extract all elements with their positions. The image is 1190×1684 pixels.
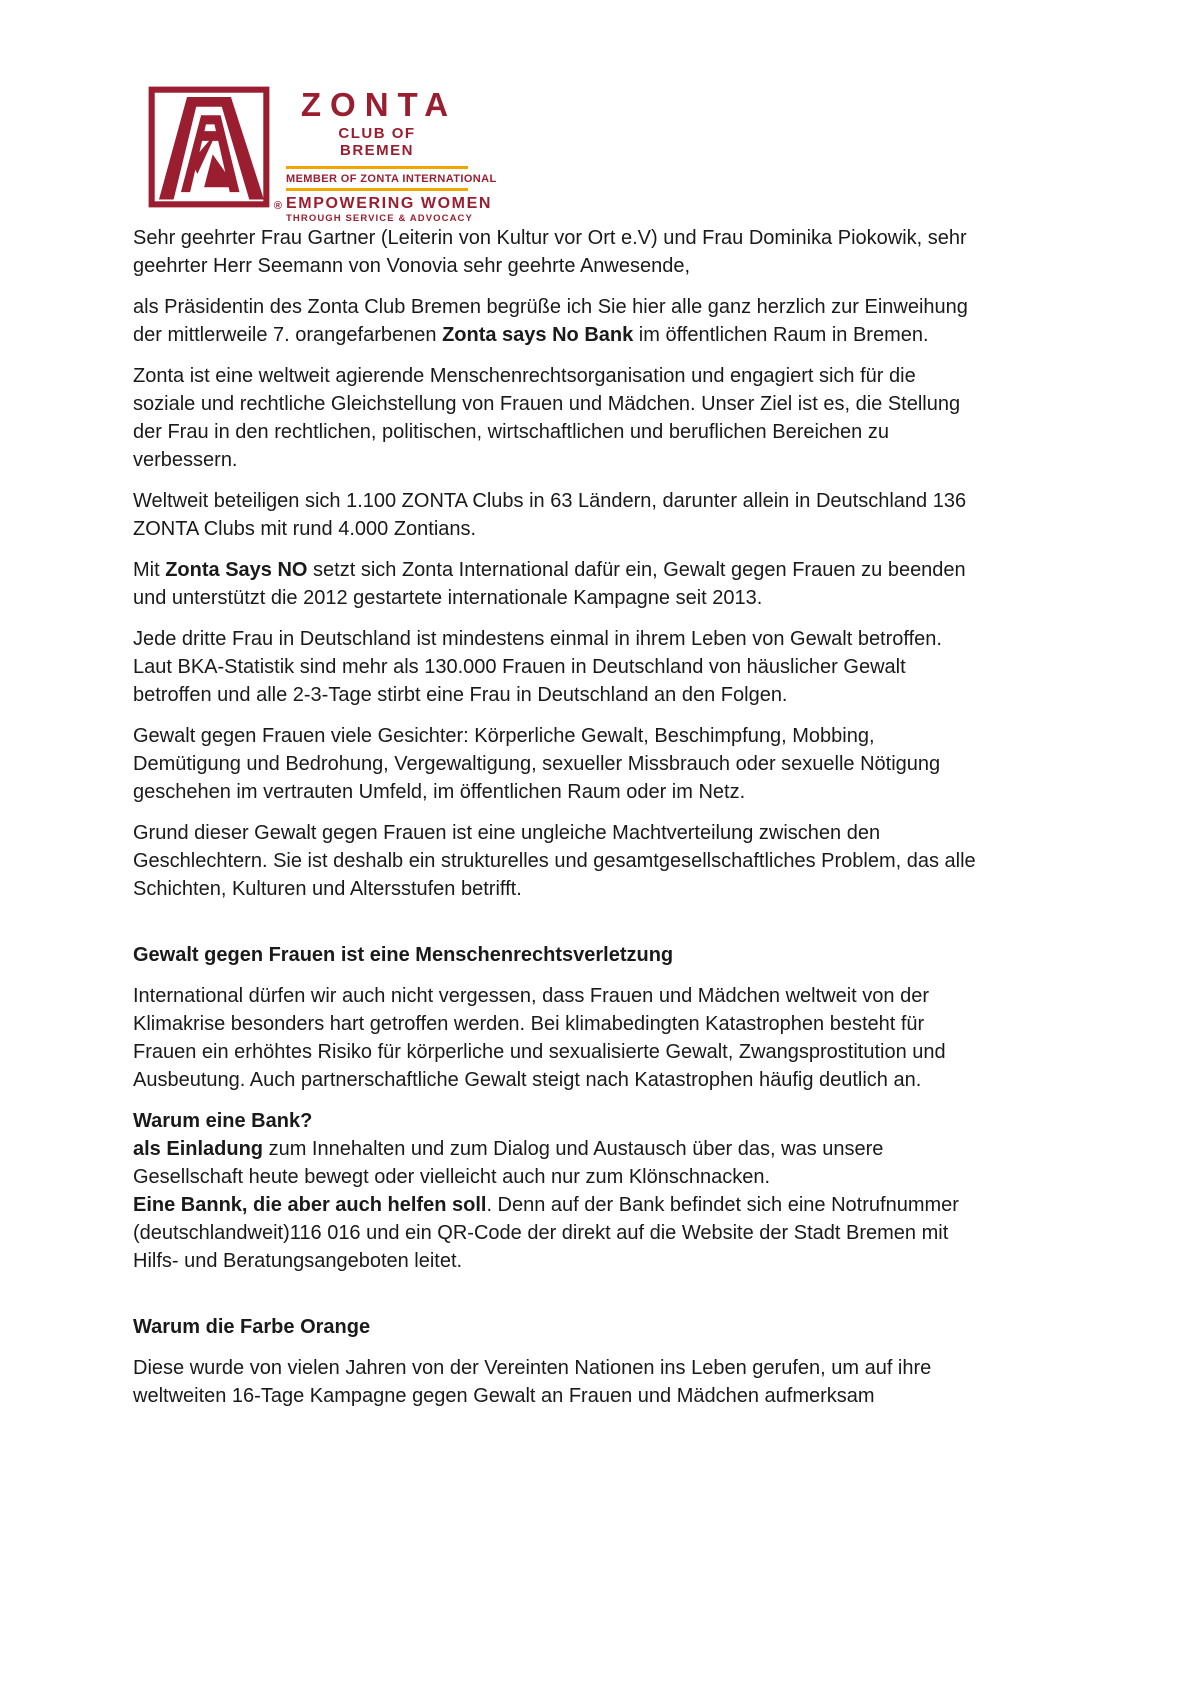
bold-text-run: Zonta Says NO <box>165 559 308 581</box>
text-run: setzt sich Zonta International dafür ein, Gewalt gegen Frauen zu beenden und unterstützt die 2012 gestartete internationale Kampagne seit 2013. <box>133 559 966 609</box>
gold-divider <box>286 166 468 169</box>
bold-text-run: Zonta says No Bank <box>442 324 634 346</box>
logo-club-of: CLUB OF <box>338 125 416 142</box>
registered-trademark: ® <box>273 200 282 212</box>
logo-club-city: BREMEN <box>339 142 414 159</box>
text-run: Gewalt gegen Frauen viele Gesichter: Körperliche Gewalt, Beschimpfung, Mobbing, Demütigung und Bedrohung, Vergewaltigung, sexueller Missbrauch oder sexuelle Nötigung geschehen im vertrauten Umfeld, im öffentlichen Raum oder im Netz. <box>133 725 941 803</box>
text-run: zum Innehalten und zum Dialog und Austausch über das, was unsere Gesellschaft heute bewegt oder vielleicht auch nur zum Klönschnacken. <box>133 1138 884 1188</box>
logo-member-line: MEMBER OF ZONTA INTERNATIONAL <box>286 173 497 185</box>
paragraph <box>133 722 981 806</box>
text-run: als Präsidentin des Zonta Club Bremen begrüße ich Sie hier alle ganz herzlich zur Einweihung der mittlerweile 7. orangefarbenen <box>133 296 968 346</box>
text-run: Mit <box>133 559 166 581</box>
text-run: International dürfen wir auch nicht vergessen, dass Frauen und Mädchen weltweit von der Klimakrise besonders hart getroffen werden. Bei klimabedingten Katastrophen besteht für Frauen ein erhöhtes Risiko für körperliche und sexualisierte Gewalt, Zwangsprostitution und Ausbeutung. Auch partnerschaftliche Gewalt steigt nach Katastrophen häufig deutlich an. <box>133 985 946 1091</box>
zonta-logo <box>148 86 497 225</box>
logo-tagline-service: THROUGH SERVICE & ADVOCACY <box>286 213 473 224</box>
bold-text-run: als Einladung <box>133 1138 264 1160</box>
text-run: . Denn auf der Bank befindet sich eine Notrufnummer (deutschlandweit)116 016 und ein QR-Code der direkt auf die Website der Stadt Bremen mit Hilfs- und Beratungsangeboten leitet. <box>133 1194 959 1272</box>
text-run: Weltweit beteiligen sich 1.100 ZONTA Clubs in 63 Ländern, darunter allein in Deutschland 136 ZONTA Clubs mit rund 4.000 Zontians. <box>133 490 967 540</box>
paragraph <box>133 362 981 474</box>
zonta-emblem-icon <box>148 86 282 212</box>
text-run: Diese wurde von vielen Jahren von der Vereinten Nationen ins Leben gerufen, um auf ihre weltweiten 16-Tage Kampagne gegen Gewalt an Frauen und Mädchen aufmerksam <box>133 1357 932 1407</box>
paragraph <box>133 293 981 349</box>
paragraph <box>133 819 981 903</box>
logo-tagline-empowering: EMPOWERING WOMEN <box>286 195 493 212</box>
letter-body <box>133 224 981 1423</box>
paragraph <box>133 224 981 280</box>
gold-divider <box>286 188 468 191</box>
bold-text-run: Eine Bannk, die aber auch helfen soll <box>133 1194 487 1216</box>
logo-wordmark: ZONTA <box>300 86 458 123</box>
paragraph <box>133 625 981 709</box>
paragraph <box>133 1354 981 1410</box>
text-run: Grund dieser Gewalt gegen Frauen ist eine ungleiche Machtverteilung zwischen den Geschlechtern. Sie ist deshalb ein strukturelles und gesamtgesellschaftliches Problem, das alle Schichten, Kulturen und Altersstufen betrifft. <box>133 822 976 900</box>
section-heading <box>133 941 981 969</box>
paragraph <box>133 982 981 1094</box>
paragraph <box>133 1107 981 1275</box>
text-run: Warum die Farbe Orange <box>133 1316 371 1338</box>
paragraph <box>133 487 981 543</box>
section-heading <box>133 1313 981 1341</box>
text-run: Zonta ist eine weltweit agierende Menschenrechtsorganisation und engagiert sich für die soziale und rechtliche Gleichstellung von Frauen und Mädchen. Unser Ziel ist es, die Stellung der Frau in den rechtlichen, politischen, wirtschaftlichen und beruflichen Bereichen zu verbessern. <box>133 365 961 471</box>
paragraph <box>133 556 981 612</box>
text-run: im öffentlichen Raum in Bremen. <box>633 324 929 346</box>
logo-text <box>286 86 497 225</box>
text-run: Jede dritte Frau in Deutschland ist mindestens einmal in ihrem Leben von Gewalt betroffen. Laut BKA-Statistik sind mehr als 130.000 Frauen in Deutschland von häuslicher Gewalt betroffen und alle 2-3-Tage stirbt eine Frau in Deutschland an den Folgen. <box>133 628 942 706</box>
text-run: Sehr geehrter Frau Gartner (Leiterin von Kultur vor Ort e.V) und Frau Dominika Piokowik, sehr geehrter Herr Seemann von Vonovia sehr geehrte Anwesende, <box>133 227 967 277</box>
text-run: Gewalt gegen Frauen ist eine Menschenrechtsverletzung <box>133 944 674 966</box>
bold-text-run: Warum eine Bank? <box>133 1110 313 1132</box>
